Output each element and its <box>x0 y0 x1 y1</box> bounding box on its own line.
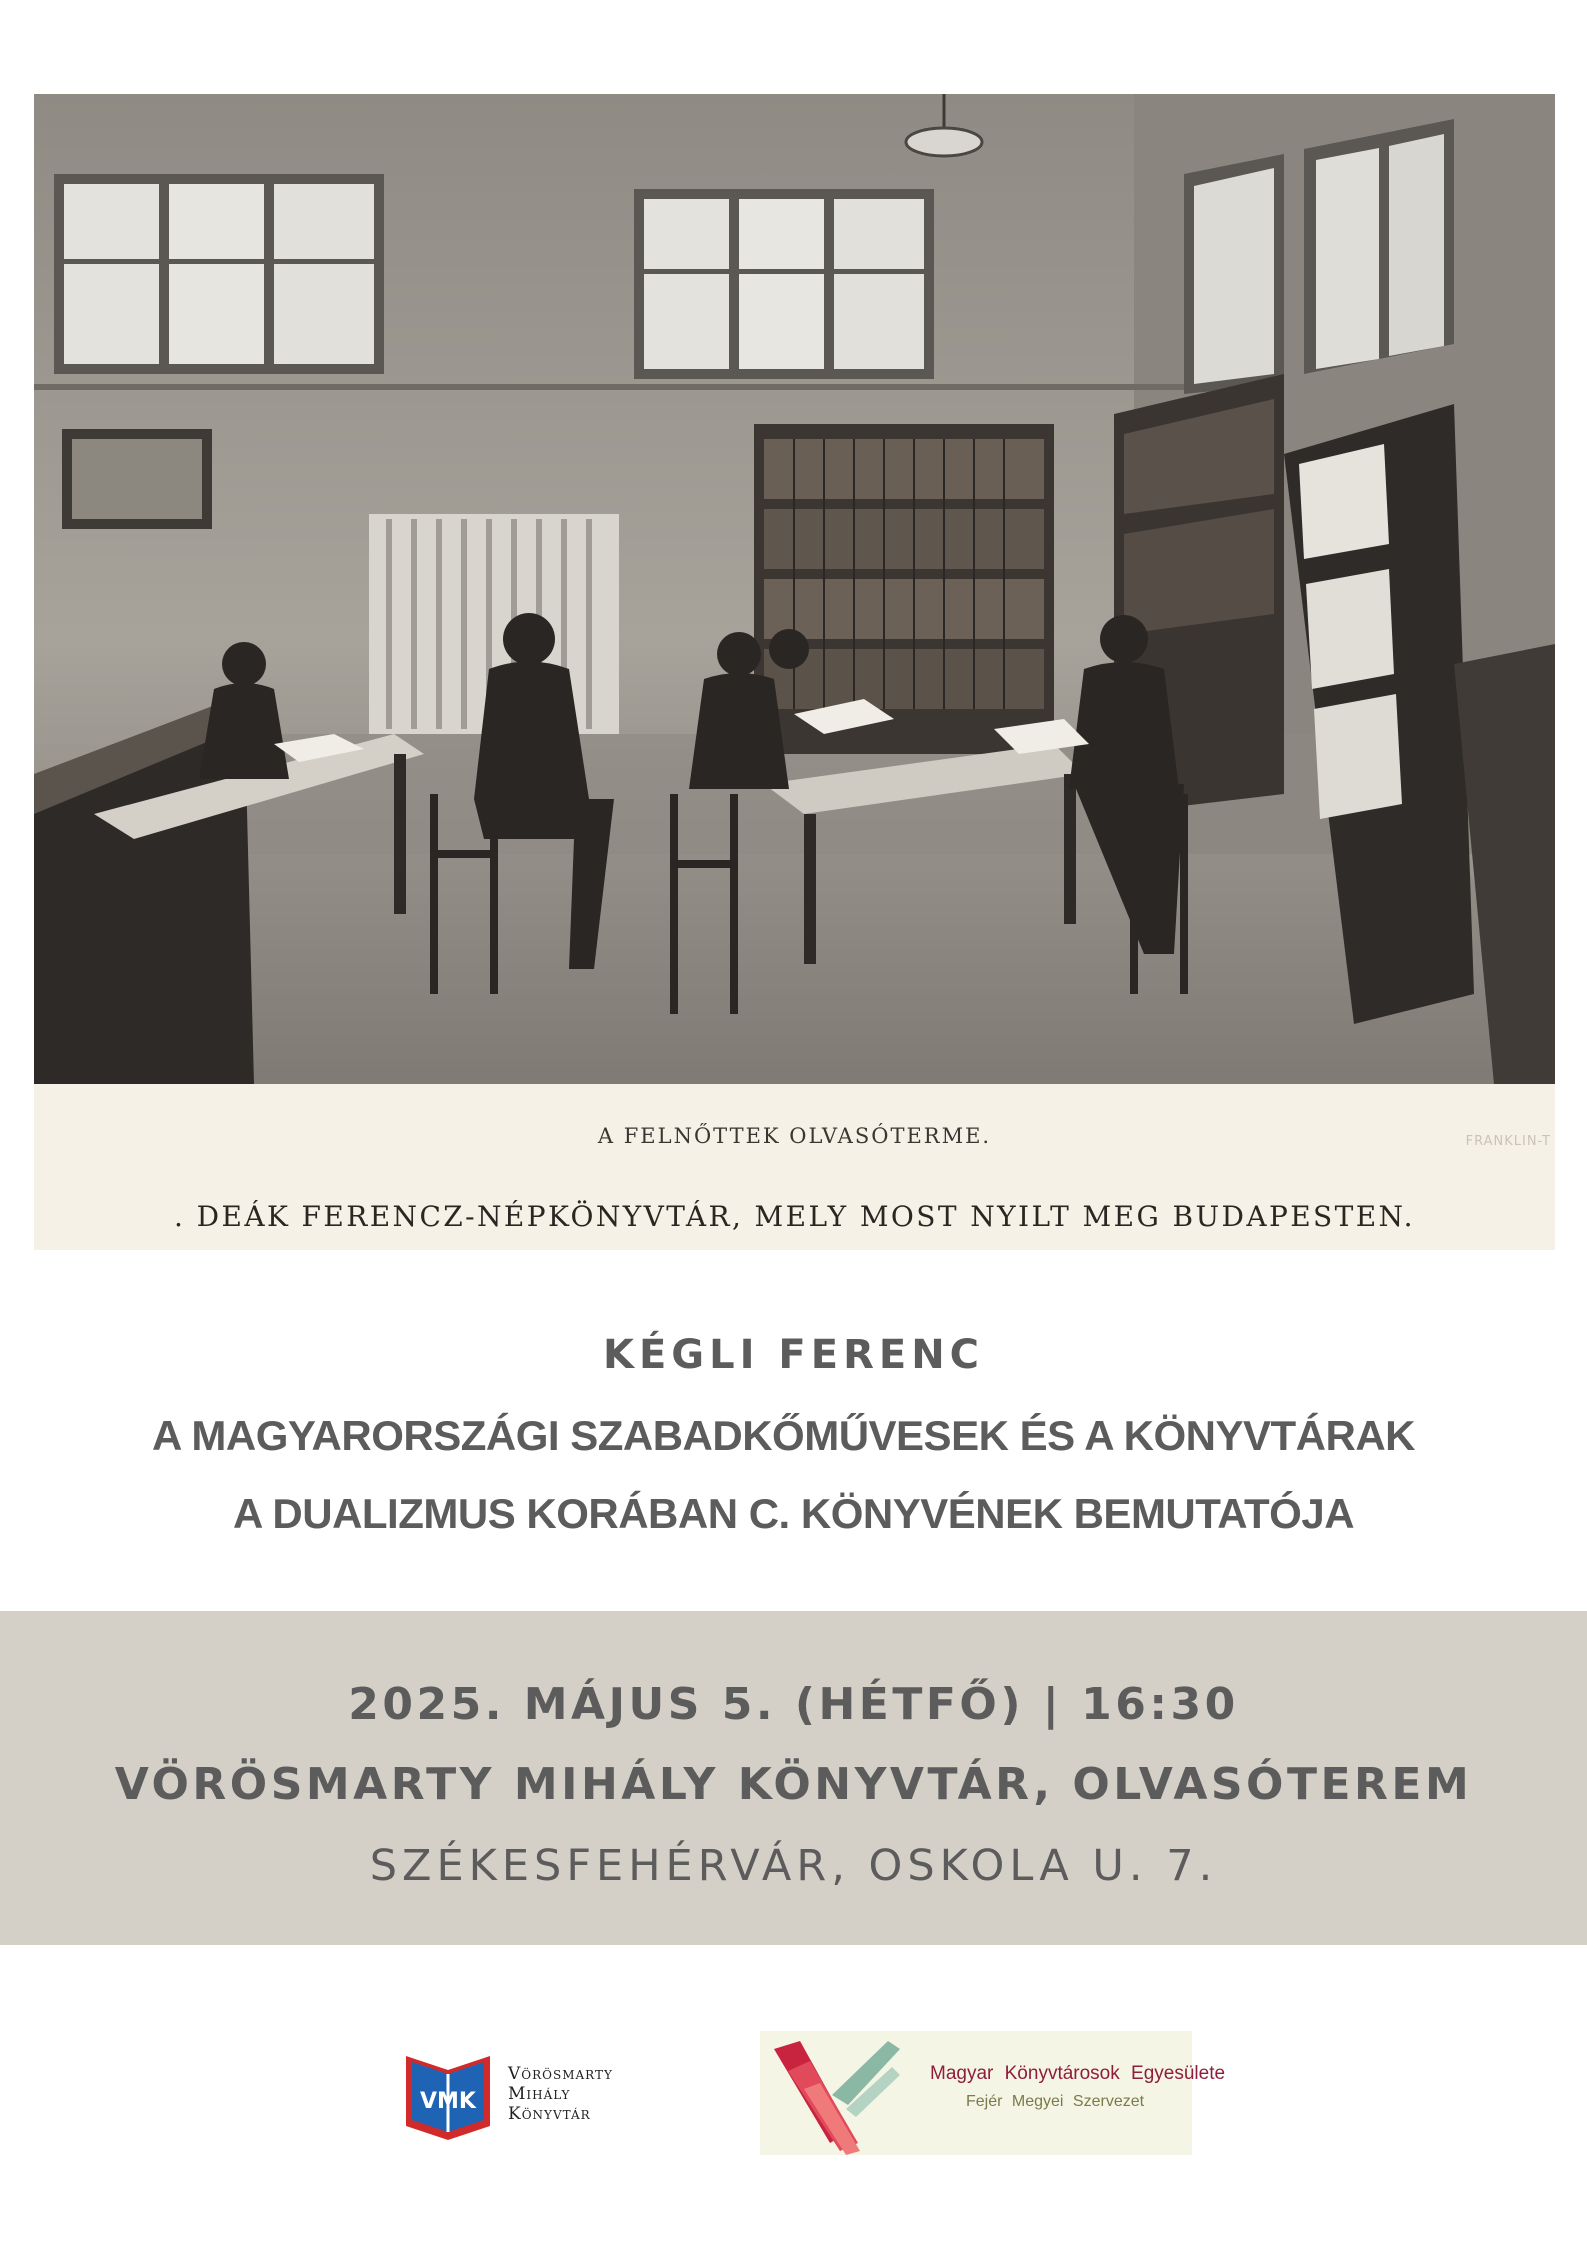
reading-room-illustration <box>34 94 1555 1084</box>
event-info-band <box>0 1611 1587 1945</box>
vmk-line-1: Vörösmarty <box>508 2064 613 2084</box>
event-address: SZÉKESFEHÉRVÁR, OSKOLA U. 7. <box>369 1841 1218 1891</box>
photo-title-caption: . DEÁK FERENCZ-NÉPKÖNYVTÁR, MELY MOST NYILT MEG BUDAPESTEN. <box>174 1200 1415 1233</box>
vmk-mark-text: VMK <box>420 2089 476 2114</box>
vmk-line-3: Könyvtár <box>508 2104 591 2124</box>
historic-library-photo <box>34 94 1555 1250</box>
event-datetime: 2025. MÁJUS 5. (HÉTFŐ) | 16:30 <box>348 1679 1239 1730</box>
event-venue: VÖRÖSMARTY MIHÁLY KÖNYVTÁR, OLVASÓTEREM <box>114 1759 1473 1810</box>
author-name: KÉGLI FERENC <box>602 1332 985 1378</box>
photo-credit: FRANKLIN-T <box>1465 1134 1551 1149</box>
photo-caption: A FELNŐTTEK OLVASÓTERME. <box>597 1124 992 1148</box>
mke-name: Magyar Könyvtárosok Egyesülete <box>930 2063 1226 2084</box>
window-left <box>54 174 384 374</box>
mke-association-logo <box>760 2031 1226 2155</box>
vmk-line-2: Mihály <box>508 2084 571 2104</box>
vmk-wordmark <box>508 2064 613 2124</box>
vmk-book-icon <box>400 2048 496 2144</box>
bookshelf <box>754 424 1054 754</box>
vmk-library-logo <box>400 2044 660 2144</box>
window-center <box>634 189 934 379</box>
mke-ribbon-icon <box>760 2031 920 2155</box>
mke-subtitle: Fejér Megyei Szervezet <box>966 2093 1145 2110</box>
book-title-line-1: A MAGYARORSZÁGI SZABADKŐMŰVESEK ÉS A KÖNYVTÁRAK <box>151 1412 1416 1459</box>
book-title-line-2: A DUALIZMUS KORÁBAN C. KÖNYVÉNEK BEMUTATÓJA <box>232 1490 1355 1537</box>
